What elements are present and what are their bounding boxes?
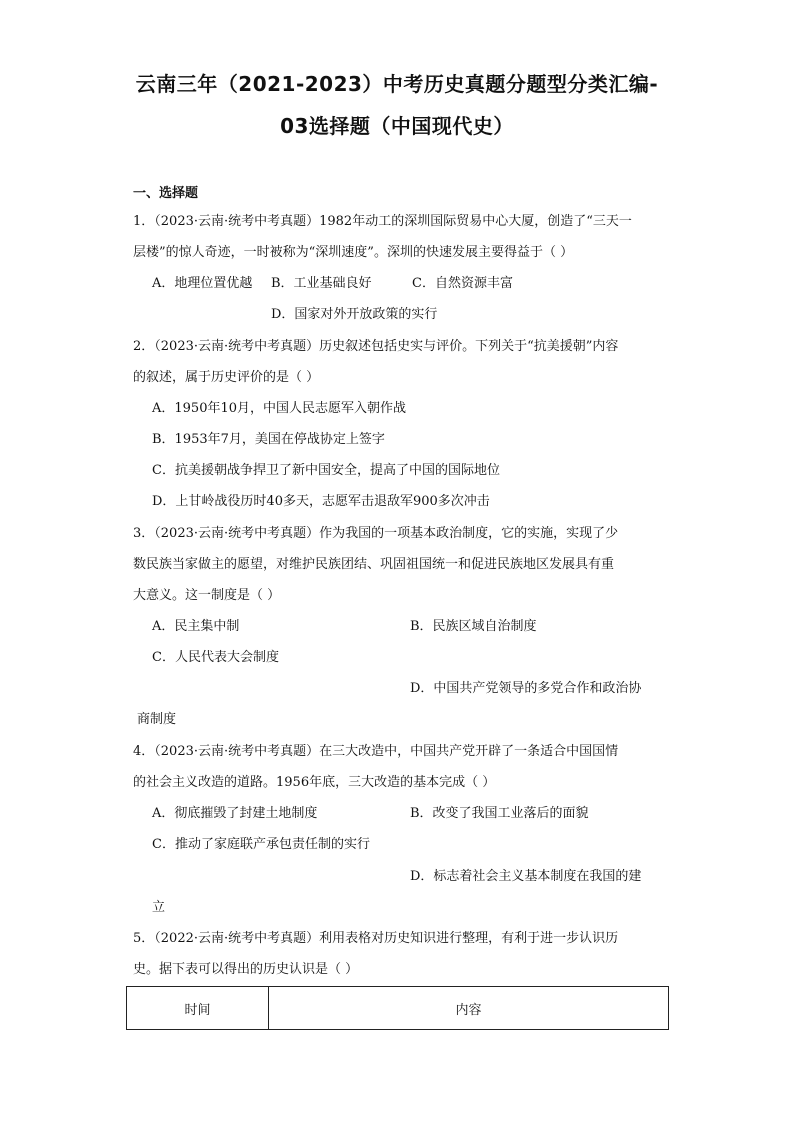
q5-stem-line-2: 史。据下表可以得出的历史认识是（ ）: [133, 962, 359, 977]
q5-table: [126, 986, 669, 1030]
q4-stem-line-2: 的社会主义改造的道路。1956年底，三大改造的基本完成（ ）: [133, 775, 496, 790]
q2-option-b: B．1953年7月，美国在停战协定上签字: [152, 432, 385, 447]
q4-option-b: B．改变了我国工业落后的面貌: [410, 806, 589, 821]
q4-stem-line-1: 4．（2023·云南·统考中考真题）在三大改造中，中国共产党开辟了一条适合中国国情: [133, 744, 619, 759]
q4-option-d: D．标志着社会主义基本制度在我国的建: [410, 869, 642, 884]
q4-option-c: C．推动了家庭联产承包责任制的实行: [152, 837, 370, 852]
q1-option-b: B．工业基础良好: [271, 276, 372, 291]
q3-stem-line-1: 3．（2023·云南·统考中考真题）作为我国的一项基本政治制度，它的实施，实现了少: [133, 526, 619, 541]
q1-option-d: D．国家对外开放政策的实行: [271, 307, 438, 322]
q5-table-header-row: [127, 987, 669, 1030]
q2-option-a: A．1950年10月，中国人民志愿军入朝作战: [152, 401, 407, 416]
q3-option-a: A．民主集中制: [152, 619, 240, 634]
q2-option-c: C．抗美援朝战争捍卫了新中国安全，提高了中国的国际地位: [152, 463, 500, 478]
q5-table-header-content: 内容: [269, 987, 669, 1030]
q3-stem-line-2: 数民族当家做主的愿望，对维护民族团结、巩固祖国统一和促进民族地区发展具有重: [133, 557, 615, 572]
q1-stem-line-1: 1．（2023·云南·统考中考真题）1982年动工的深圳国际贸易中心大厦，创造了“三天一: [133, 214, 632, 229]
document-title-line-1: 云南三年（2021-2023）中考历史真题分题型分类汇编-: [135, 72, 659, 96]
q1-option-a: A．地理位置优越: [152, 276, 253, 291]
q3-option-c: C．人民代表大会制度: [152, 650, 279, 665]
q2-option-d: D．上甘岭战役历时40多天，志愿军击退敌军900多次冲击: [152, 494, 490, 509]
q3-option-b: B．民族区域自治制度: [410, 619, 537, 634]
q1-stem-line-2: 层楼”的惊人奇迹，一时被称为“深圳速度”。深圳的快速发展主要得益于（ ）: [133, 245, 574, 260]
document-title-line-2: 03选择题（中国现代史）: [280, 114, 514, 138]
q3-stem-line-3: 大意义。这一制度是（ ）: [133, 588, 281, 603]
q3-option-d: D．中国共产党领导的多党合作和政治协: [410, 681, 642, 696]
q2-stem-line-2: 的叙述，属于历史评价的是（ ）: [133, 370, 320, 385]
q4-option-d-continued: 立: [152, 900, 166, 915]
q5-table-header-time: 时间: [127, 987, 269, 1030]
q5-stem-line-1: 5．（2022·云南·统考中考真题）利用表格对历史知识进行整理，有利于进一步认识历: [133, 931, 619, 946]
q4-option-a: A．彻底摧毁了封建土地制度: [152, 806, 318, 821]
q3-option-d-continued: 商制度: [137, 712, 177, 727]
section-heading: 一、选择题: [133, 186, 199, 201]
q2-stem-line-1: 2．（2023·云南·统考中考真题）历史叙述包括史实与评价。下列关于“抗美援朝”内容: [133, 339, 619, 354]
q1-option-c: C．自然资源丰富: [412, 276, 513, 291]
